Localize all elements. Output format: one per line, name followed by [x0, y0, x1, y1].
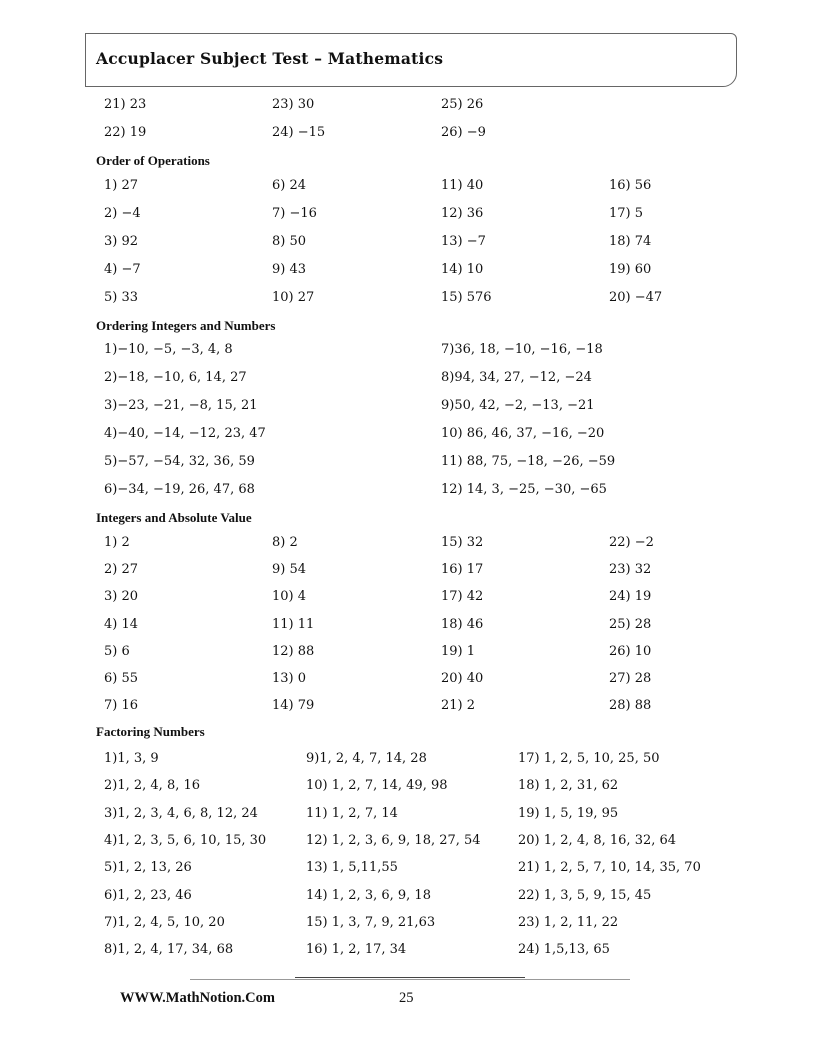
answer-item: 9)50, 42, −2, −13, −21 [441, 398, 595, 413]
answer-item: 13) 0 [272, 671, 307, 686]
answer-item: 16) 1, 2, 17, 34 [306, 942, 407, 958]
answer-item: 16) 17 [441, 562, 484, 578]
answer-item: 4) 14 [104, 616, 139, 632]
answer-item: 9) 54 [272, 562, 307, 578]
answer-item: 9) 43 [272, 262, 307, 277]
answer-item: 11) 40 [441, 178, 484, 193]
answer-item: 15) 576 [441, 290, 492, 305]
answer-item: 6)1, 2, 23, 46 [104, 887, 192, 903]
answer-item: 10) 1, 2, 7, 14, 49, 98 [306, 778, 448, 794]
answer-item: 22) 1, 3, 5, 9, 15, 45 [518, 887, 652, 903]
answer-item: 5)1, 2, 13, 26 [104, 860, 192, 876]
answer-item: 10) 86, 46, 37, −16, −20 [441, 426, 605, 441]
answer-item: 21) 1, 2, 5, 7, 10, 14, 35, 70 [518, 860, 701, 876]
footer-url: WWW.MathNotion.Com [120, 990, 275, 1006]
answer-item: 4)1, 2, 3, 5, 6, 10, 15, 30 [104, 832, 267, 848]
page-title: Accuplacer Subject Test – Mathematics [96, 49, 444, 68]
answer-item: 3)−23, −21, −8, 15, 21 [104, 398, 258, 413]
answer-item: 27) 28 [609, 671, 652, 686]
answer-item: 24) −15 [272, 125, 326, 140]
answer-item: 10) 27 [272, 290, 315, 305]
answer-item: 24) 19 [609, 589, 652, 605]
page-number: 25 [399, 990, 414, 1006]
answer-item: 23) 30 [272, 97, 315, 112]
answer-item: 6)−34, −19, 26, 47, 68 [104, 482, 255, 497]
answer-item: 14) 79 [272, 698, 315, 714]
answer-item: 12) 88 [272, 643, 315, 659]
answer-item: 20) 1, 2, 4, 8, 16, 32, 64 [518, 832, 677, 848]
answer-item: 21) 2 [441, 698, 476, 714]
answer-item: 7)1, 2, 4, 5, 10, 20 [104, 914, 225, 930]
answer-item: 17) 5 [609, 206, 644, 221]
answer-item: 4)−40, −14, −12, 23, 47 [104, 426, 266, 441]
answer-item: 22) 19 [104, 125, 147, 140]
answer-item: 11) 1, 2, 7, 14 [306, 805, 398, 821]
section-title-factoring: Factoring Numbers [96, 724, 205, 739]
answer-item: 1) 2 [104, 535, 130, 550]
answer-item: 1)1, 3, 9 [104, 751, 159, 766]
answer-item: 1)−10, −5, −3, 4, 8 [104, 342, 233, 357]
answer-item: 23) 1, 2, 11, 22 [518, 914, 619, 930]
answer-item: 3) 92 [104, 234, 139, 249]
answer-item: 14) 10 [441, 262, 484, 277]
answer-item: 2)1, 2, 4, 8, 16 [104, 778, 201, 794]
answer-item: 3)1, 2, 3, 4, 6, 8, 12, 24 [104, 805, 258, 821]
answer-item: 2) −4 [104, 206, 141, 221]
answer-item: 2)−18, −10, 6, 14, 27 [104, 370, 247, 385]
answer-item: 20) −47 [609, 290, 663, 305]
answer-item: 9)1, 2, 4, 7, 14, 28 [306, 751, 427, 766]
answer-item: 4) −7 [104, 262, 141, 277]
answer-item: 17) 42 [441, 589, 484, 605]
answer-item: 22) −2 [609, 535, 654, 550]
answer-item: 18) 46 [441, 616, 484, 632]
answer-item: 8)1, 2, 4, 17, 34, 68 [104, 942, 234, 958]
answer-item: 12) 1, 2, 3, 6, 9, 18, 27, 54 [306, 832, 481, 848]
answer-item: 8) 2 [272, 535, 298, 550]
answer-item: 12) 36 [441, 206, 484, 221]
answer-item: 13) 1, 5,11,55 [306, 860, 398, 876]
answer-item: 5)−57, −54, 32, 36, 59 [104, 454, 255, 469]
answer-item: 13) −7 [441, 234, 486, 249]
answer-item: 7) 16 [104, 698, 139, 714]
answer-item: 28) 88 [609, 698, 652, 714]
answer-item: 18) 1, 2, 31, 62 [518, 778, 619, 794]
footer-rule [190, 979, 630, 980]
answer-item: 16) 56 [609, 178, 652, 193]
footer-rule-accent [295, 977, 525, 978]
answer-item: 12) 14, 3, −25, −30, −65 [441, 482, 607, 497]
answer-item: 21) 23 [104, 97, 147, 112]
answer-item: 14) 1, 2, 3, 6, 9, 18 [306, 887, 431, 903]
answer-item: 6) 24 [272, 178, 307, 193]
answer-item: 8) 50 [272, 234, 307, 249]
answer-item: 17) 1, 2, 5, 10, 25, 50 [518, 751, 660, 766]
answer-item: 24) 1,5,13, 65 [518, 942, 610, 958]
answer-item: 23) 32 [609, 562, 652, 578]
answer-item: 25) 28 [609, 616, 652, 632]
answer-item: 20) 40 [441, 671, 484, 686]
answer-item: 6) 55 [104, 671, 139, 686]
answer-item: 5) 6 [104, 643, 130, 659]
answer-item: 10) 4 [272, 589, 307, 605]
answer-item: 26) −9 [441, 125, 486, 140]
answer-item: 5) 33 [104, 290, 139, 305]
answer-item: 1) 27 [104, 178, 139, 193]
answer-item: 15) 32 [441, 535, 484, 550]
section-title-absolute-value: Integers and Absolute Value [96, 510, 252, 525]
answer-item: 11) 88, 75, −18, −26, −59 [441, 454, 616, 469]
answer-item: 19) 1, 5, 19, 95 [518, 805, 619, 821]
answer-item: 18) 74 [609, 234, 652, 249]
answer-item: 2) 27 [104, 562, 139, 578]
answer-item: 11) 11 [272, 616, 315, 632]
section-title-ordering-integers: Ordering Integers and Numbers [96, 318, 276, 333]
answer-item: 19) 1 [441, 643, 476, 659]
answer-item: 15) 1, 3, 7, 9, 21,63 [306, 914, 436, 930]
answer-item: 7) −16 [272, 206, 317, 221]
answer-item: 3) 20 [104, 589, 139, 605]
answer-item: 25) 26 [441, 97, 484, 112]
answer-item: 19) 60 [609, 262, 652, 277]
answer-item: 7)36, 18, −10, −16, −18 [441, 342, 603, 357]
answer-item: 26) 10 [609, 643, 652, 659]
section-title-order-of-operations: Order of Operations [96, 153, 210, 168]
answer-item: 8)94, 34, 27, −12, −24 [441, 370, 592, 385]
